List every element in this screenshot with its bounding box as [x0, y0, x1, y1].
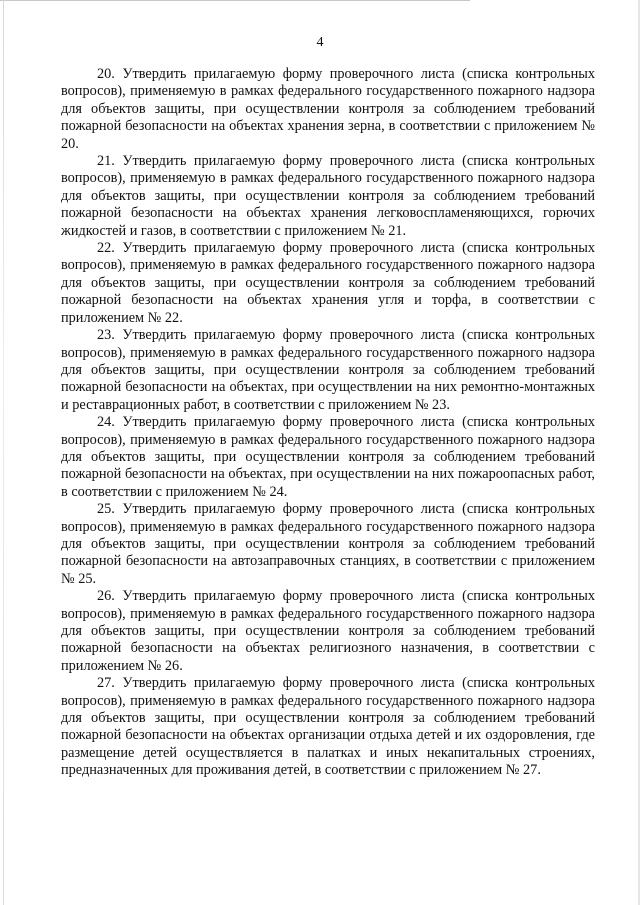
scan-top-edge — [0, 0, 470, 1]
paragraph-21: 21. Утвердить прилагаемую форму проверочного листа (списка контрольных вопросов), применяемую в рамках федерального государственного пожарного надзора для объектов защиты, при осуществлении контроля за соблюдением требований пожарной безопасности на объектах хранения легковоспламеняющихся, горючих жидкостей и газов, в соответствии с приложением № 21. — [61, 153, 595, 239]
document-body — [61, 66, 595, 780]
paragraph-26: 26. Утвердить прилагаемую форму проверочного листа (списка контрольных вопросов), применяемую в рамках федерального государственного пожарного надзора для объектов защиты, при осуществлении контроля за соблюдением требований пожарной безопасности на объектах религиозного назначения, в соответствии с приложением № 26. — [61, 588, 595, 674]
paragraph-25: 25. Утвердить прилагаемую форму проверочного листа (списка контрольных вопросов), применяемую в рамках федерального государственного пожарного надзора для объектов защиты, при осуществлении контроля за соблюдением требований пожарной безопасности на автозаправочных станциях, в соответствии с приложением № 25. — [61, 501, 595, 587]
paragraph-23: 23. Утвердить прилагаемую форму проверочного листа (списка контрольных вопросов), применяемую в рамках федерального государственного пожарного надзора для объектов защиты, при осуществлении контроля за соблюдением требований пожарной безопасности на объектах, при осуществлении на них ремонтно-монтажных и реставрационных работ, в соответствии с приложением № 23. — [61, 327, 595, 413]
paragraph-22: 22. Утвердить прилагаемую форму проверочного листа (списка контрольных вопросов), применяемую в рамках федерального государственного пожарного надзора для объектов защиты, при осуществлении контроля за соблюдением требований пожарной безопасности на объектах хранения угля и торфа, в соответствии с приложением № 22. — [61, 240, 595, 326]
paragraph-20: 20. Утвердить прилагаемую форму проверочного листа (списка контрольных вопросов), применяемую в рамках федерального государственного пожарного надзора для объектов защиты, при осуществлении контроля за соблюдением требований пожарной безопасности на объектах хранения зерна, в соответствии с приложением № 20. — [61, 66, 595, 152]
paragraph-24: 24. Утвердить прилагаемую форму проверочного листа (списка контрольных вопросов), применяемую в рамках федерального государственного пожарного надзора для объектов защиты, при осуществлении контроля за соблюдением требований пожарной безопасности на объектах, при осуществлении на них пожароопасных работ, в соответствии с приложением № 24. — [61, 414, 595, 500]
scan-left-edge — [3, 0, 4, 905]
paragraph-27: 27. Утвердить прилагаемую форму проверочного листа (списка контрольных вопросов), применяемую в рамках федерального государственного пожарного надзора для объектов защиты, при осуществлении контроля за соблюдением требований пожарной безопасности на объектах организации отдыха детей и их оздоровления, где размещение детей осуществляется в палатках и иных некапитальных строениях, предназначенных для проживания детей, в соответствии с приложением № 27. — [61, 675, 595, 779]
page-number: 4 — [316, 35, 324, 50]
